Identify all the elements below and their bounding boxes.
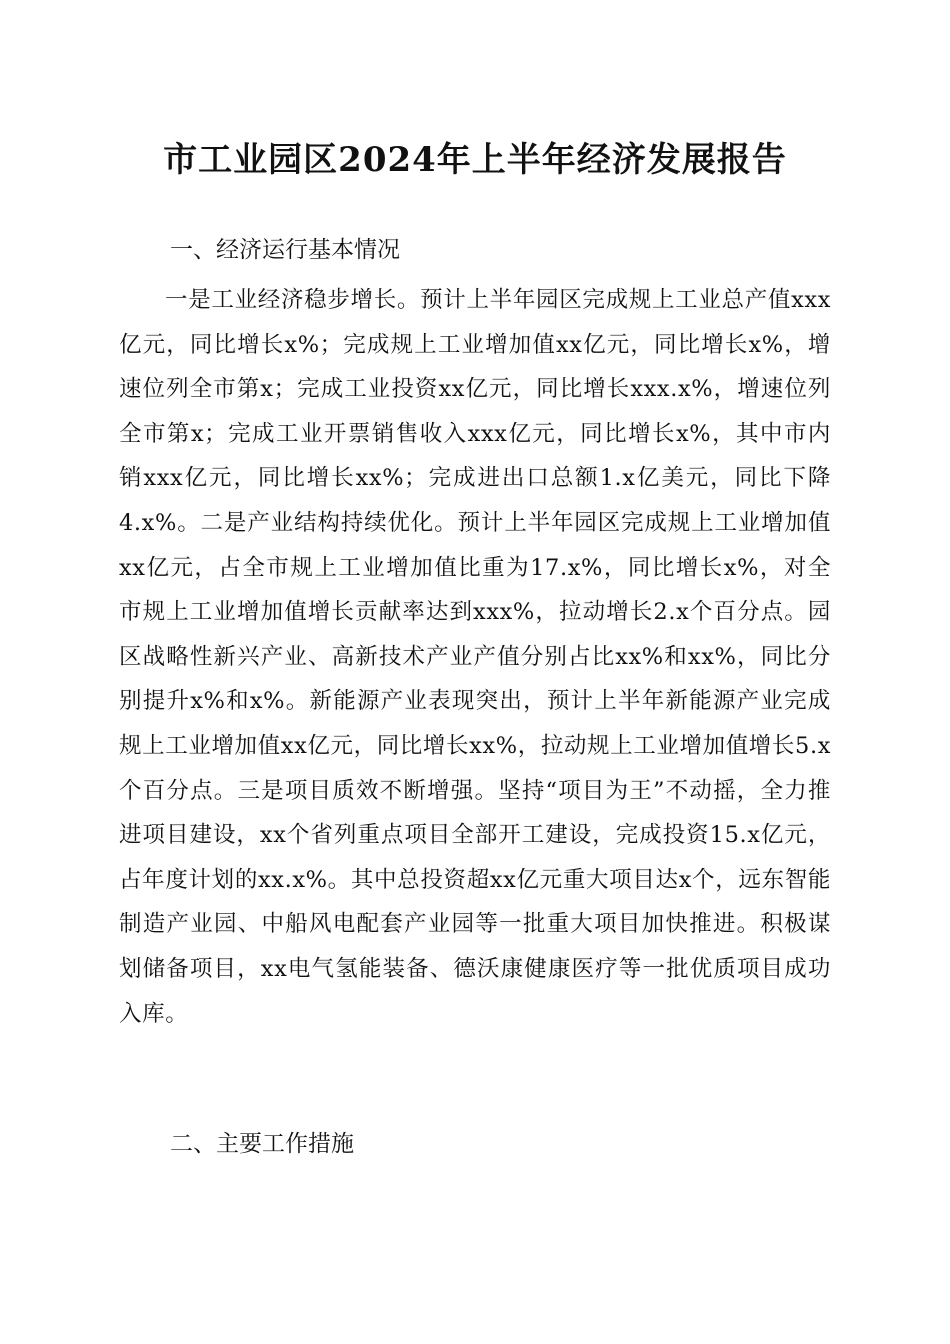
section-heading-1: 一、经济运行基本情况 [170, 237, 400, 263]
section-1-paragraph: 一是工业经济稳步增长。预计上半年园区完成规上工业总产值xxx亿元，同比增长x%；完成规上工业增加值xx亿元，同比增长x%，增速位列全市第x；完成工业投资xx亿元，同比增长xxx.x%，增速位列全市第x；完成工业开票销售收入xxx亿元，同比增长x%，其中市内销xxx亿元，同比增长xx%；完成进出口总额1.x亿美元，同比下降4.x%。二是产业结构持续优化。预计上半年园区完成规上工业增加值xx亿元，占全市规上工业增加值比重为17.x%，同比增长x%，对全市规上工业增加值增长贡献率达到xxx%，拉动增长2.x个百分点。园区战略性新兴产业、高新技术产业产值分别占比xx%和xx%，同比分别提升x%和x%。新能源产业表现突出，预计上半年新能源产业完成规上工业增加值xx亿元，同比增长xx%，拉动规上工业增加值增长5.x个百分点。三是项目质效不断增强。坚持“项目为王”不动摇，全力推进项目建设，xx个省列重点项目全部开工建设，完成投资15.x亿元，占年度计划的xx.x%。其中总投资超xx亿元重大项目达x个，远东智能制造产业园、中船风电配套产业园等一批重大项目加快推进。积极谋划储备项目，xx电气氢能装备、德沃康健康医疗等一批优质项目成功入库。 [119, 287, 831, 1027]
section-heading-2: 二、主要工作措施 [170, 1131, 354, 1157]
document-title: 市工业园区2024年上半年经济发展报告 [163, 140, 787, 180]
